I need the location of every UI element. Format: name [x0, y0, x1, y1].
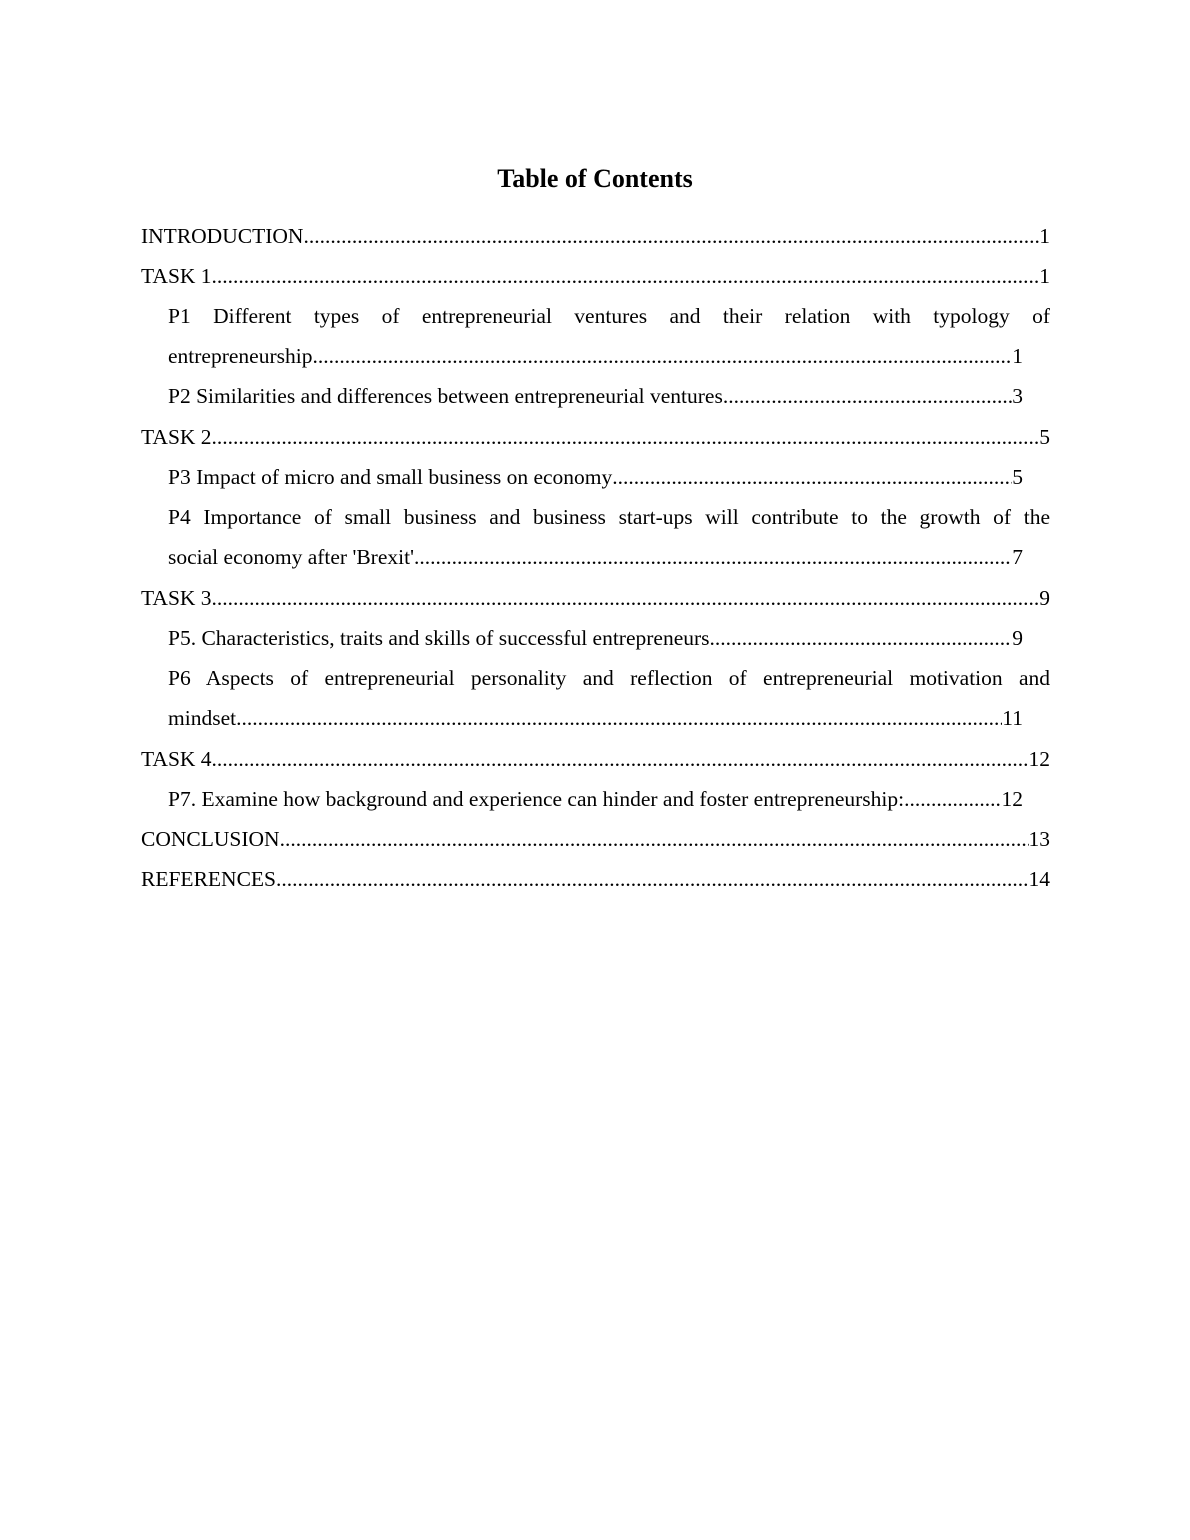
toc-entry-task-2[interactable] [141, 417, 1050, 457]
toc-entry-label: P5. Characteristics, traits and skills of successful entrepreneurs [168, 626, 710, 650]
toc-page-number: 12 [1028, 747, 1050, 771]
toc-entry-task-1[interactable] [141, 256, 1050, 296]
toc-page-number: 5 [1039, 425, 1050, 449]
toc-leader-dots [414, 537, 1012, 577]
toc-page-number: 1 [1039, 224, 1050, 248]
toc-entry-introduction[interactable] [141, 216, 1050, 256]
toc-entry-p2[interactable] [168, 376, 1023, 416]
toc-entry-label: TASK 4 [141, 747, 212, 771]
toc-entry-references[interactable] [141, 859, 1050, 899]
toc-leader-dots [212, 256, 1040, 296]
toc-entry-label: P7. Examine how background and experience can hinder and foster entrepreneurship: [168, 787, 905, 811]
toc-leader-dots [236, 698, 1002, 738]
toc-leader-dots [212, 417, 1040, 457]
toc-entry-label: TASK 3 [141, 586, 212, 610]
toc-entry-label-line2: social economy after 'Brexit' [168, 545, 414, 569]
toc-entry-label: INTRODUCTION [141, 224, 304, 248]
toc-leader-dots [212, 739, 1029, 779]
toc-entry-p3[interactable] [168, 457, 1023, 497]
toc-entry-label-line1: P1 Different types of entrepreneurial ventures and their relation with typology of [168, 304, 1050, 328]
toc-leader-dots [303, 216, 1039, 256]
toc-entry-p7[interactable] [168, 779, 1023, 819]
toc-page-number: 12 [1001, 787, 1023, 811]
toc-entry-p6[interactable] [168, 658, 1050, 738]
toc-leader-dots [612, 457, 1012, 497]
toc-entry-line2 [168, 336, 1023, 376]
toc-page-number: 1 [1012, 344, 1023, 368]
toc-entry-label: TASK 1 [141, 264, 212, 288]
toc-entry-label-line2: entrepreneurship [168, 344, 313, 368]
toc-page-number: 9 [1039, 586, 1050, 610]
toc-page-number: 3 [1012, 384, 1023, 408]
toc-leader-dots [276, 859, 1029, 899]
toc-page-number: 11 [1002, 706, 1023, 730]
toc-page-number: 7 [1012, 545, 1023, 569]
toc-entry-label-line1: P4 Importance of small business and business start-ups will contribute to the growth of the [168, 505, 1050, 529]
toc-leader-dots [212, 578, 1040, 618]
toc-entry-task-3[interactable] [141, 578, 1050, 618]
toc-leader-dots [710, 618, 1013, 658]
toc-entry-label-line1: P6 Aspects of entrepreneurial personality and reflection of entrepreneurial motivation and [168, 666, 1050, 690]
toc-leader-dots [312, 336, 1012, 376]
toc-entry-line2 [168, 537, 1023, 577]
toc-entry-line2 [168, 698, 1023, 738]
toc-page-number: 5 [1012, 465, 1023, 489]
toc-leader-dots [723, 376, 1012, 416]
toc-page-number: 1 [1039, 264, 1050, 288]
toc-entry-p4[interactable] [168, 497, 1050, 577]
toc-leader-dots [904, 779, 1001, 819]
toc-entry-label: CONCLUSION [141, 827, 280, 851]
toc-entry-label: P3 Impact of micro and small business on economy [168, 465, 613, 489]
toc-entry-label: TASK 2 [141, 425, 212, 449]
toc-page-number: 9 [1012, 626, 1023, 650]
toc-entry-p5[interactable] [168, 618, 1023, 658]
toc-leader-dots [280, 819, 1029, 859]
toc-entry-label: P2 Similarities and differences between entrepreneurial ventures [168, 384, 723, 408]
toc-page-number: 13 [1028, 827, 1050, 851]
toc-entry-label: REFERENCES [141, 867, 276, 891]
toc-page-number: 14 [1028, 867, 1050, 891]
toc-entry-conclusion[interactable] [141, 819, 1050, 859]
toc-title: Table of Contents [497, 164, 693, 193]
toc-entry-task-4[interactable] [141, 739, 1050, 779]
toc-entry-label-line2: mindset [168, 706, 237, 730]
toc-entry-p1[interactable] [168, 296, 1050, 376]
